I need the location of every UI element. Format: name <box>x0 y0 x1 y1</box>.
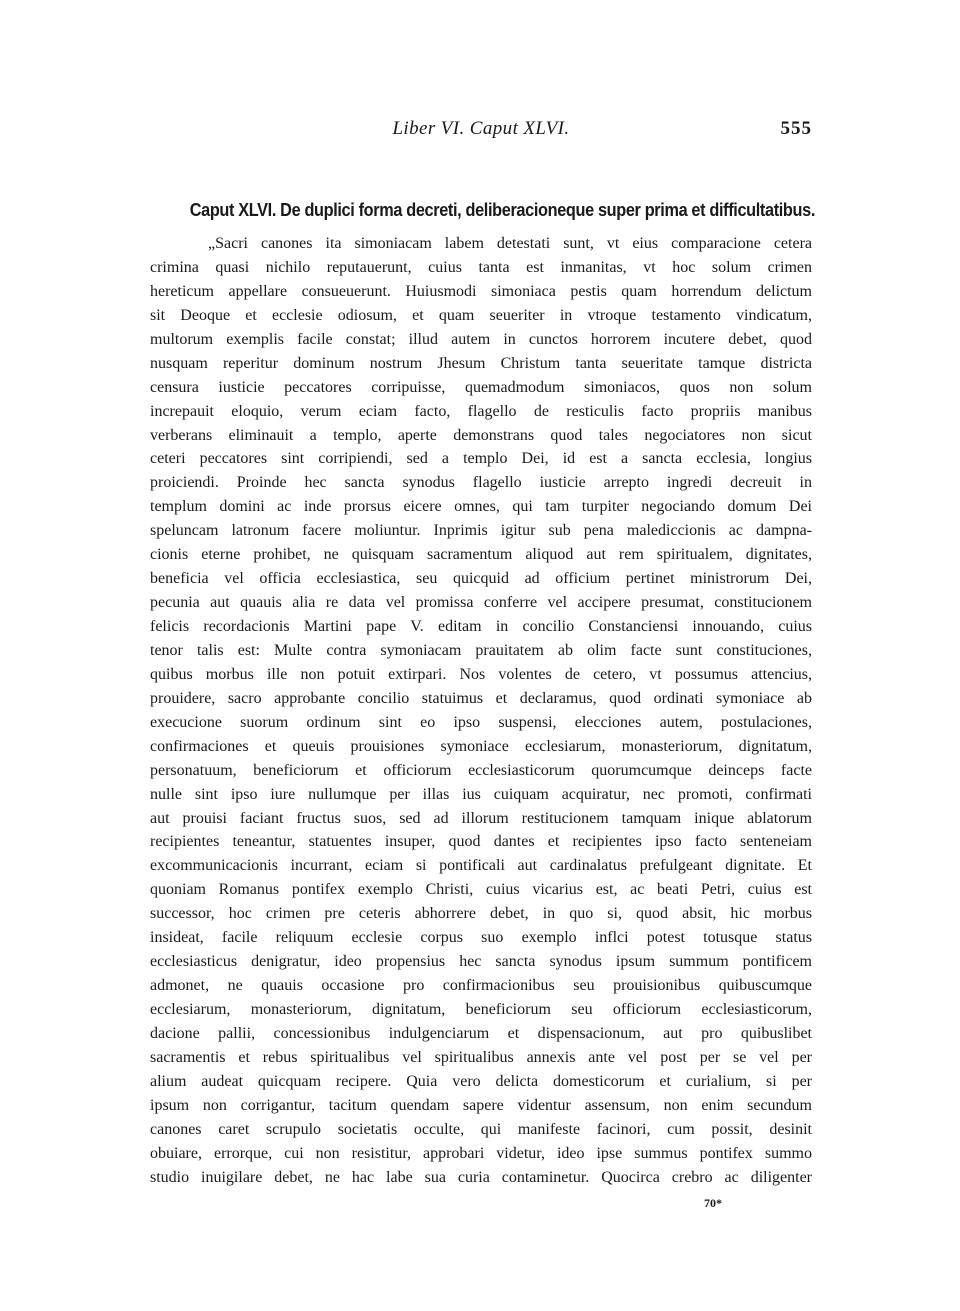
text-line: pecunia aut quauis alia re data vel promissa conferre vel accipere presumat, constitucionem <box>150 594 812 612</box>
text-line: speluncam latronum facere moliuntur. Inprimis igitur sub pena malediccionis ac dampna- <box>150 522 812 540</box>
running-head <box>150 118 812 142</box>
text-line: crimina quasi nichilo reputauerunt, cuius tanta est inmanitas, vt hoc solum crimen <box>150 258 812 276</box>
text-line: personatuum, beneficiorum et officiorum ecclesiasticorum quorumcumque deinceps facte <box>150 761 812 779</box>
text-line: excommunicacionis incurrant, eciam si pontificali aut cardinalatus prefulgeant dignitate. Et <box>150 857 812 875</box>
text-line: insideat, facile reliquum ecclesie corpus suo exemplo inflci potest totusque status <box>150 929 812 947</box>
text-line: nulle sint ipso iure nullumque per illas ius cuiquam acquiratur, nec promoti, confirmati <box>150 785 812 803</box>
text-line: aut prouisi faciant fructus suos, sed ad illorum restitucionem tamquam inique ablatorum <box>150 809 812 827</box>
text-line: confirmaciones et queuis prouisiones symoniace ecclesiarum, monasteriorum, dignitatum, <box>150 737 812 755</box>
text-line: cionis eterne prohibet, ne quisquam sacramentum aliquod aut rem spiritualem, dignitates, <box>150 546 812 564</box>
text-line: successor, hoc crimen pre ceteris abhorrere debet, in quo si, quod absit, hic morbus <box>150 905 812 923</box>
text-line: verberans eliminauit a templo, aperte demonstrans quod tales negociatores non sicut <box>150 426 812 444</box>
text-line: tenor talis est: Multe contra symoniacam prauitatem ab olim facte sunt constituciones, <box>150 641 812 659</box>
text-line: studio inuigilare debet, ne hac labe sua curia contaminetur. Quocirca crebro ac diligenter <box>150 1168 812 1186</box>
body-text <box>150 232 812 1190</box>
text-line: alium audeat quicquam recipere. Quia vero delicta domesticorum et curialium, si per <box>150 1072 812 1090</box>
text-line: obuiare, errorque, cui non resistitur, approbari videtur, ideo ipse summus pontifex summo <box>150 1144 812 1162</box>
text-line: ecclesiasticus denigratur, ideo propensius hec sancta synodus ipsum summum pontificem <box>150 953 812 971</box>
text-line: admonet, ne quauis occasione pro confirmacionibus seu prouisionibus quibuscumque <box>150 977 812 995</box>
text-line: quibus morbus ille non potuit extirpari. Nos volentes de cetero, vt possumus attencius, <box>150 665 812 683</box>
text-line: templum domini ac inde prorsus eicere omnes, qui tam turpiter negociando domum Dei <box>150 498 812 516</box>
chapter-heading: Caput XLVI. De duplici forma decreti, deliberacioneque super prima et difficultatibus. <box>189 199 816 220</box>
text-line: felicis recordacionis Martini pape V. editam in concilio Constanciensi innouando, cuius <box>150 618 812 635</box>
page-number: 555 <box>780 118 812 139</box>
text-line: hereticum appellare consueuerunt. Huiusmodi simoniaca pestis quam horrendum delictum <box>150 282 812 300</box>
text-line: nusquam reperitur dominum nostrum Jhesum Christum tanta seueritate tamque districta <box>150 354 812 372</box>
text-line: dacione pallii, concessionibus indulgenciarum et dispensacionum, aut pro quibuslibet <box>150 1024 812 1042</box>
text-line: execucione suorum ordinum sint eo ipso suspensi, elecciones autem, postulaciones, <box>150 713 812 731</box>
text-line: quoniam Romanus pontifex exemplo Christi, cuius vicarius est, ac beati Petri, cuius est <box>150 881 812 899</box>
text-line: prouidere, sacro approbante concilio statuimus et declaramus, quod ordinati symoniace ab <box>150 689 812 707</box>
text-line: ecclesiarum, monasteriorum, dignitatum, beneficiorum seu officiorum ecclesiasticorum, <box>150 1001 812 1018</box>
running-title: Liber VI. Caput XLVI. <box>392 118 570 139</box>
text-line: sacramentis et rebus spiritualibus vel spiritualibus annexis ante vel post per se vel per <box>150 1048 812 1066</box>
text-line: ceteri peccatores sint corripiendi, sed a templo Dei, id est a sancta ecclesia, longius <box>150 450 812 468</box>
text-line: censura iusticie peccatores corripuisse, quemadmodum simoniacos, quos non solum <box>150 378 812 396</box>
text-line: proiciendi. Proinde hec sancta synodus flagello iusticie arrepto ingredi decreuit in <box>150 474 812 492</box>
signature-mark: 70* <box>704 1196 722 1210</box>
text-line: recipientes teneantur, statuentes insuper, quod dantes et recipientes ipso facto senteneiam <box>150 833 812 851</box>
text-line: increpauit eloquio, verum eciam facto, flagello de resticulis facto propriis manibus <box>150 402 812 420</box>
text-line: canones caret scrupulo societatis occulte, qui manifeste facinori, cum possit, desinit <box>150 1120 812 1138</box>
text-line: sit Deoque et ecclesie odiosum, et quam seueriter in vtroque testamento vindicatum, <box>150 306 812 324</box>
text-line: multorum exemplis facile constat; illud autem in cunctos horrorem incutere debet, quod <box>150 330 812 348</box>
text-line: „Sacri canones ita simoniacam labem detestati sunt, vt eius comparacione cetera <box>208 235 812 252</box>
text-line: beneficia vel officia ecclesiastica, seu quicquid ad officium pertinet ministrorum Dei, <box>150 570 812 588</box>
text-line: ipsum non corrigantur, tacitum quendam sapere videntur assensum, non enim secundum <box>150 1096 812 1114</box>
